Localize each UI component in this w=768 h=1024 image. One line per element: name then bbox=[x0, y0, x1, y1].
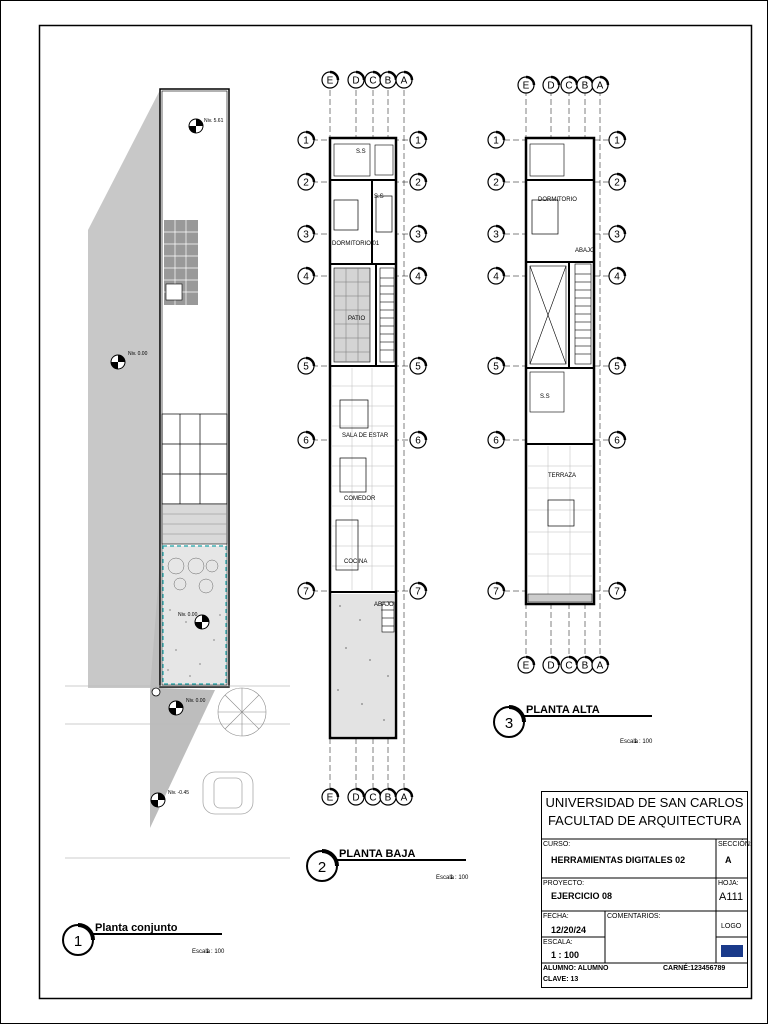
svg-text:C: C bbox=[565, 80, 573, 92]
svg-text:1: 1 bbox=[614, 135, 620, 147]
svg-text:E: E bbox=[326, 75, 334, 87]
room-label: TERRAZA bbox=[548, 473, 577, 479]
grid-bubble-col-D bbox=[348, 789, 364, 805]
grid-bubble-col-C bbox=[561, 77, 577, 93]
room-label: DORMITORIO 01 bbox=[332, 241, 380, 247]
grid-bubble-row-3 bbox=[410, 226, 426, 242]
room-label: COCINA bbox=[344, 559, 368, 565]
room-label: ABAJO bbox=[374, 602, 394, 608]
grid-bubble-row-7 bbox=[298, 583, 314, 599]
seccion-value: A bbox=[725, 855, 732, 865]
grid-bubble-row-1 bbox=[410, 132, 426, 148]
scale-label: Escala bbox=[620, 739, 639, 745]
svg-text:4: 4 bbox=[493, 271, 499, 283]
view-number: 1 bbox=[73, 933, 83, 950]
grid-bubble-col-A bbox=[396, 789, 412, 805]
hoja-value: A111 bbox=[719, 891, 744, 903]
grid-bubble-row-2 bbox=[609, 174, 625, 190]
level-label: Niv. 0.00 bbox=[178, 612, 198, 618]
svg-text:5: 5 bbox=[303, 361, 309, 373]
scale-value: 1 : 100 bbox=[634, 739, 653, 745]
proyecto-label: PROYECTO: bbox=[543, 880, 585, 887]
logo-icon bbox=[721, 945, 743, 957]
svg-text:C: C bbox=[369, 75, 377, 87]
svg-text:2: 2 bbox=[493, 177, 499, 189]
grid-bubble-row-4 bbox=[298, 268, 314, 284]
faculty-name: FACULTAD DE ARQUITECTURA bbox=[547, 813, 742, 828]
fecha-label: FECHA: bbox=[543, 913, 569, 920]
svg-text:1: 1 bbox=[303, 135, 309, 147]
grid-bubble-row-6 bbox=[298, 432, 314, 448]
curso-value: HERRAMIENTAS DIGITALES 02 bbox=[551, 855, 686, 865]
grid-bubble-col-C bbox=[561, 657, 577, 673]
svg-text:2: 2 bbox=[614, 177, 620, 189]
room-label: S.S bbox=[374, 194, 384, 200]
svg-text:6: 6 bbox=[614, 435, 620, 447]
svg-text:C: C bbox=[565, 660, 573, 672]
view-title: PLANTA ALTA bbox=[526, 704, 600, 716]
grid-bubble-row-6 bbox=[410, 432, 426, 448]
grid-bubble-col-E bbox=[518, 657, 534, 673]
svg-text:D: D bbox=[352, 792, 360, 804]
level-label: Niv. 5.61 bbox=[204, 118, 224, 124]
grid-bubble-col-E bbox=[322, 789, 338, 805]
svg-text:A: A bbox=[400, 792, 408, 804]
grid-bubble-row-2 bbox=[410, 174, 426, 190]
grid-bubble-col-E bbox=[518, 77, 534, 93]
grid-bubble-col-D bbox=[543, 77, 559, 93]
svg-text:E: E bbox=[326, 792, 334, 804]
svg-text:A: A bbox=[596, 660, 604, 672]
escala-value: 1 : 100 bbox=[551, 950, 580, 960]
alumno-label: ALUMNO: ALUMNO bbox=[543, 965, 609, 972]
svg-text:B: B bbox=[384, 75, 392, 87]
grid-bubble-col-B bbox=[577, 77, 593, 93]
svg-text:3: 3 bbox=[303, 229, 309, 241]
level-label: Niv. -0.45 bbox=[168, 790, 190, 796]
view-title: Planta conjunto bbox=[95, 922, 178, 934]
comentarios-label: COMENTARIOS: bbox=[607, 913, 661, 920]
grid-bubble-row-5 bbox=[609, 358, 625, 374]
svg-text:7: 7 bbox=[415, 586, 421, 598]
level-marker-icon bbox=[111, 355, 125, 369]
room-label: PATIO bbox=[348, 316, 366, 322]
grid-bubble-row-1 bbox=[298, 132, 314, 148]
grid-bubble-col-C bbox=[365, 789, 381, 805]
grid-bubble-row-4 bbox=[410, 268, 426, 284]
logo-label: LOGO bbox=[721, 923, 742, 930]
svg-text:1: 1 bbox=[493, 135, 499, 147]
grid-bubble-row-3 bbox=[609, 226, 625, 242]
view-number: 3 bbox=[504, 715, 514, 732]
grid-bubble-row-3 bbox=[488, 226, 504, 242]
title-block bbox=[541, 791, 752, 988]
scale-value: 1 : 100 bbox=[450, 875, 469, 881]
level-label: Niv. 0.00 bbox=[128, 351, 148, 357]
grid-bubble-col-A bbox=[592, 77, 608, 93]
grid-bubble-row-2 bbox=[488, 174, 504, 190]
room-label: ABAJO bbox=[575, 248, 595, 254]
room-label: DORMITORIO bbox=[538, 197, 577, 203]
grid-bubble-col-E bbox=[322, 72, 338, 88]
view-number: 2 bbox=[317, 859, 327, 876]
grid-bubble-col-B bbox=[380, 789, 396, 805]
room-label: S.S bbox=[356, 149, 366, 155]
svg-text:2: 2 bbox=[303, 177, 309, 189]
grid-bubble-col-A bbox=[592, 657, 608, 673]
grid-bubble-row-5 bbox=[410, 358, 426, 374]
scale-value: 1 : 100 bbox=[206, 949, 225, 955]
svg-text:7: 7 bbox=[493, 586, 499, 598]
room-label: S.S bbox=[540, 394, 550, 400]
svg-text:A: A bbox=[596, 80, 604, 92]
grid-bubble-row-2 bbox=[298, 174, 314, 190]
svg-text:1: 1 bbox=[415, 135, 421, 147]
svg-text:6: 6 bbox=[415, 435, 421, 447]
room-label: COMEDOR bbox=[344, 496, 376, 502]
svg-text:7: 7 bbox=[614, 586, 620, 598]
svg-text:3: 3 bbox=[415, 229, 421, 241]
proyecto-value: EJERCICIO 08 bbox=[551, 891, 613, 901]
university-name: UNIVERSIDAD DE SAN CARLOS bbox=[545, 795, 744, 810]
svg-text:B: B bbox=[384, 792, 392, 804]
grid-bubble-row-6 bbox=[488, 432, 504, 448]
svg-text:A: A bbox=[400, 75, 408, 87]
grid-bubble-col-D bbox=[348, 72, 364, 88]
svg-text:3: 3 bbox=[614, 229, 620, 241]
grid-bubble-row-5 bbox=[298, 358, 314, 374]
grid-bubble-row-4 bbox=[609, 268, 625, 284]
svg-text:4: 4 bbox=[614, 271, 620, 283]
svg-text:D: D bbox=[547, 660, 555, 672]
svg-text:7: 7 bbox=[303, 586, 309, 598]
svg-text:4: 4 bbox=[415, 271, 421, 283]
svg-text:4: 4 bbox=[303, 271, 309, 283]
grid-bubble-col-B bbox=[577, 657, 593, 673]
grid-bubble-col-B bbox=[380, 72, 396, 88]
grid-bubble-row-4 bbox=[488, 268, 504, 284]
svg-text:3: 3 bbox=[493, 229, 499, 241]
view-title: PLANTA BAJA bbox=[339, 848, 416, 860]
svg-text:C: C bbox=[369, 792, 377, 804]
svg-text:D: D bbox=[352, 75, 360, 87]
grid-bubble-row-7 bbox=[609, 583, 625, 599]
grid-bubble-row-6 bbox=[609, 432, 625, 448]
grid-bubble-row-1 bbox=[609, 132, 625, 148]
svg-text:5: 5 bbox=[493, 361, 499, 373]
escala-label: ESCALA: bbox=[543, 939, 573, 946]
grid-bubble-col-D bbox=[543, 657, 559, 673]
svg-text:E: E bbox=[522, 660, 530, 672]
level-label: Niv. 0.00 bbox=[186, 698, 206, 704]
curso-label: CURSO: bbox=[543, 841, 571, 848]
grid-bubble-row-7 bbox=[410, 583, 426, 599]
svg-text:5: 5 bbox=[415, 361, 421, 373]
level-marker-icon bbox=[169, 701, 183, 715]
grid-bubble-row-3 bbox=[298, 226, 314, 242]
clave-label: CLAVE: 13 bbox=[543, 976, 579, 983]
svg-text:5: 5 bbox=[614, 361, 620, 373]
room-label: SALA DE ESTAR bbox=[342, 433, 389, 439]
svg-text:B: B bbox=[581, 660, 589, 672]
grid-bubble-row-5 bbox=[488, 358, 504, 374]
svg-text:2: 2 bbox=[415, 177, 421, 189]
svg-text:6: 6 bbox=[493, 435, 499, 447]
svg-text:6: 6 bbox=[303, 435, 309, 447]
seccion-label: SECCIÓN: bbox=[718, 841, 752, 848]
grid-bubble-row-7 bbox=[488, 583, 504, 599]
grid-bubble-col-C bbox=[365, 72, 381, 88]
level-marker-icon bbox=[151, 793, 165, 807]
svg-text:D: D bbox=[547, 80, 555, 92]
grid-bubble-row-1 bbox=[488, 132, 504, 148]
level-marker-icon bbox=[189, 119, 203, 133]
scale-label: Escala bbox=[192, 949, 211, 955]
svg-text:B: B bbox=[581, 80, 589, 92]
fecha-value: 12/20/24 bbox=[551, 925, 587, 935]
scale-label: Escala bbox=[436, 875, 455, 881]
svg-text:E: E bbox=[522, 80, 530, 92]
carne-label: CARNÉ:123456789 bbox=[663, 965, 726, 972]
grid-bubble-col-A bbox=[396, 72, 412, 88]
hoja-label: HOJA: bbox=[718, 880, 739, 887]
